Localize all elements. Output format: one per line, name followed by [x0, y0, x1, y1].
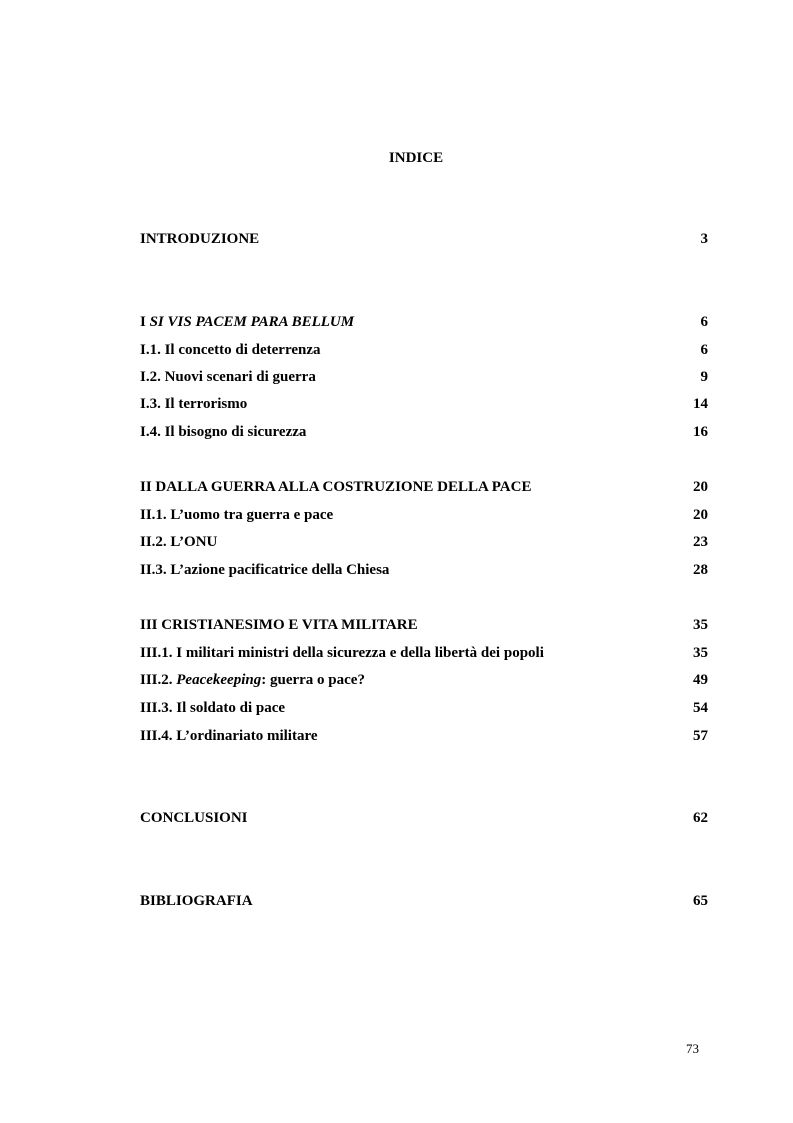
toc-entry-introduction[interactable] — [140, 228, 708, 250]
toc-entry-page: 28 — [693, 562, 708, 578]
toc-entry-page: 35 — [693, 645, 708, 661]
chapter-title-italic: SI VIS PACEM PARA BELLUM — [149, 314, 355, 330]
toc-entry-label: III.4. L’ordinariato militare — [140, 728, 318, 744]
section-suffix: : guerra o pace? — [261, 672, 365, 688]
toc-section-3-4[interactable] — [140, 725, 708, 747]
section-title-italic: Peacekeeping — [176, 672, 262, 688]
toc-section-3-1[interactable] — [140, 642, 708, 664]
toc-section-2-1[interactable] — [140, 504, 708, 526]
toc-entry-page: 65 — [693, 893, 708, 909]
toc-entry-label: III CRISTIANESIMO E VITA MILITARE — [140, 617, 418, 633]
toc-entry-page: 6 — [700, 314, 708, 330]
toc-entry-label: II.2. L’ONU — [140, 534, 218, 550]
toc-entry-label: II.1. L’uomo tra guerra e pace — [140, 507, 334, 523]
toc-entry-label — [140, 669, 365, 691]
toc-entry-page: 9 — [700, 369, 708, 385]
toc-entry-label: CONCLUSIONI — [140, 810, 248, 826]
toc-entry-label: III.3. Il soldato di pace — [140, 700, 286, 716]
toc-section-2-3[interactable] — [140, 559, 708, 581]
toc-entry-label: II DALLA GUERRA ALLA COSTRUZIONE DELLA PACE — [140, 479, 532, 495]
toc-entry-page: 20 — [693, 507, 708, 523]
toc-entry-page: 23 — [693, 534, 708, 550]
toc-entry-label: II.3. L’azione pacificatrice della Chiesa — [140, 562, 390, 578]
toc-entry-label — [140, 311, 354, 333]
toc-entry-page: 3 — [700, 231, 708, 247]
section-prefix: III.2. — [140, 672, 177, 688]
toc-section-1-2[interactable] — [140, 366, 708, 388]
toc-section-1-1[interactable] — [140, 339, 708, 361]
toc-entry-page: 6 — [700, 342, 708, 358]
toc-entry-page: 57 — [693, 728, 708, 744]
toc-chapter-1[interactable] — [140, 311, 708, 333]
toc-section-1-3[interactable] — [140, 393, 708, 415]
toc-entry-page: 20 — [693, 479, 708, 495]
page-title: INDICE — [388, 150, 444, 166]
chapter-prefix: I — [140, 314, 150, 330]
toc-section-3-3[interactable] — [140, 697, 708, 719]
toc-section-1-4[interactable] — [140, 421, 708, 443]
page-number: 73 — [686, 1041, 699, 1056]
toc-entry-page: 54 — [693, 700, 708, 716]
toc-entry-page: 16 — [693, 424, 708, 440]
toc-section-3-2[interactable] — [140, 669, 708, 691]
toc-entry-label: I.2. Nuovi scenari di guerra — [140, 369, 316, 385]
toc-entry-page: 35 — [693, 617, 708, 633]
toc-entry-label: III.1. I militari ministri della sicurezza e della libertà dei popoli — [140, 645, 544, 661]
toc-entry-label: BIBLIOGRAFIA — [140, 893, 253, 909]
toc-entry-page: 62 — [693, 810, 708, 826]
toc-entry-page: 49 — [693, 672, 708, 688]
toc-section-2-2[interactable] — [140, 531, 708, 553]
toc-entry-bibliography[interactable] — [140, 890, 708, 912]
toc-entry-label: INTRODUZIONE — [140, 231, 260, 247]
toc-entry-label: I.3. Il terrorismo — [140, 396, 248, 412]
toc-entry-label: I.4. Il bisogno di sicurezza — [140, 424, 307, 440]
toc-chapter-3[interactable] — [140, 614, 708, 636]
toc-chapter-2[interactable] — [140, 476, 708, 498]
toc-entry-label: I.1. Il concetto di deterrenza — [140, 342, 321, 358]
toc-entry-conclusions[interactable] — [140, 807, 708, 829]
toc-entry-page: 14 — [693, 396, 708, 412]
